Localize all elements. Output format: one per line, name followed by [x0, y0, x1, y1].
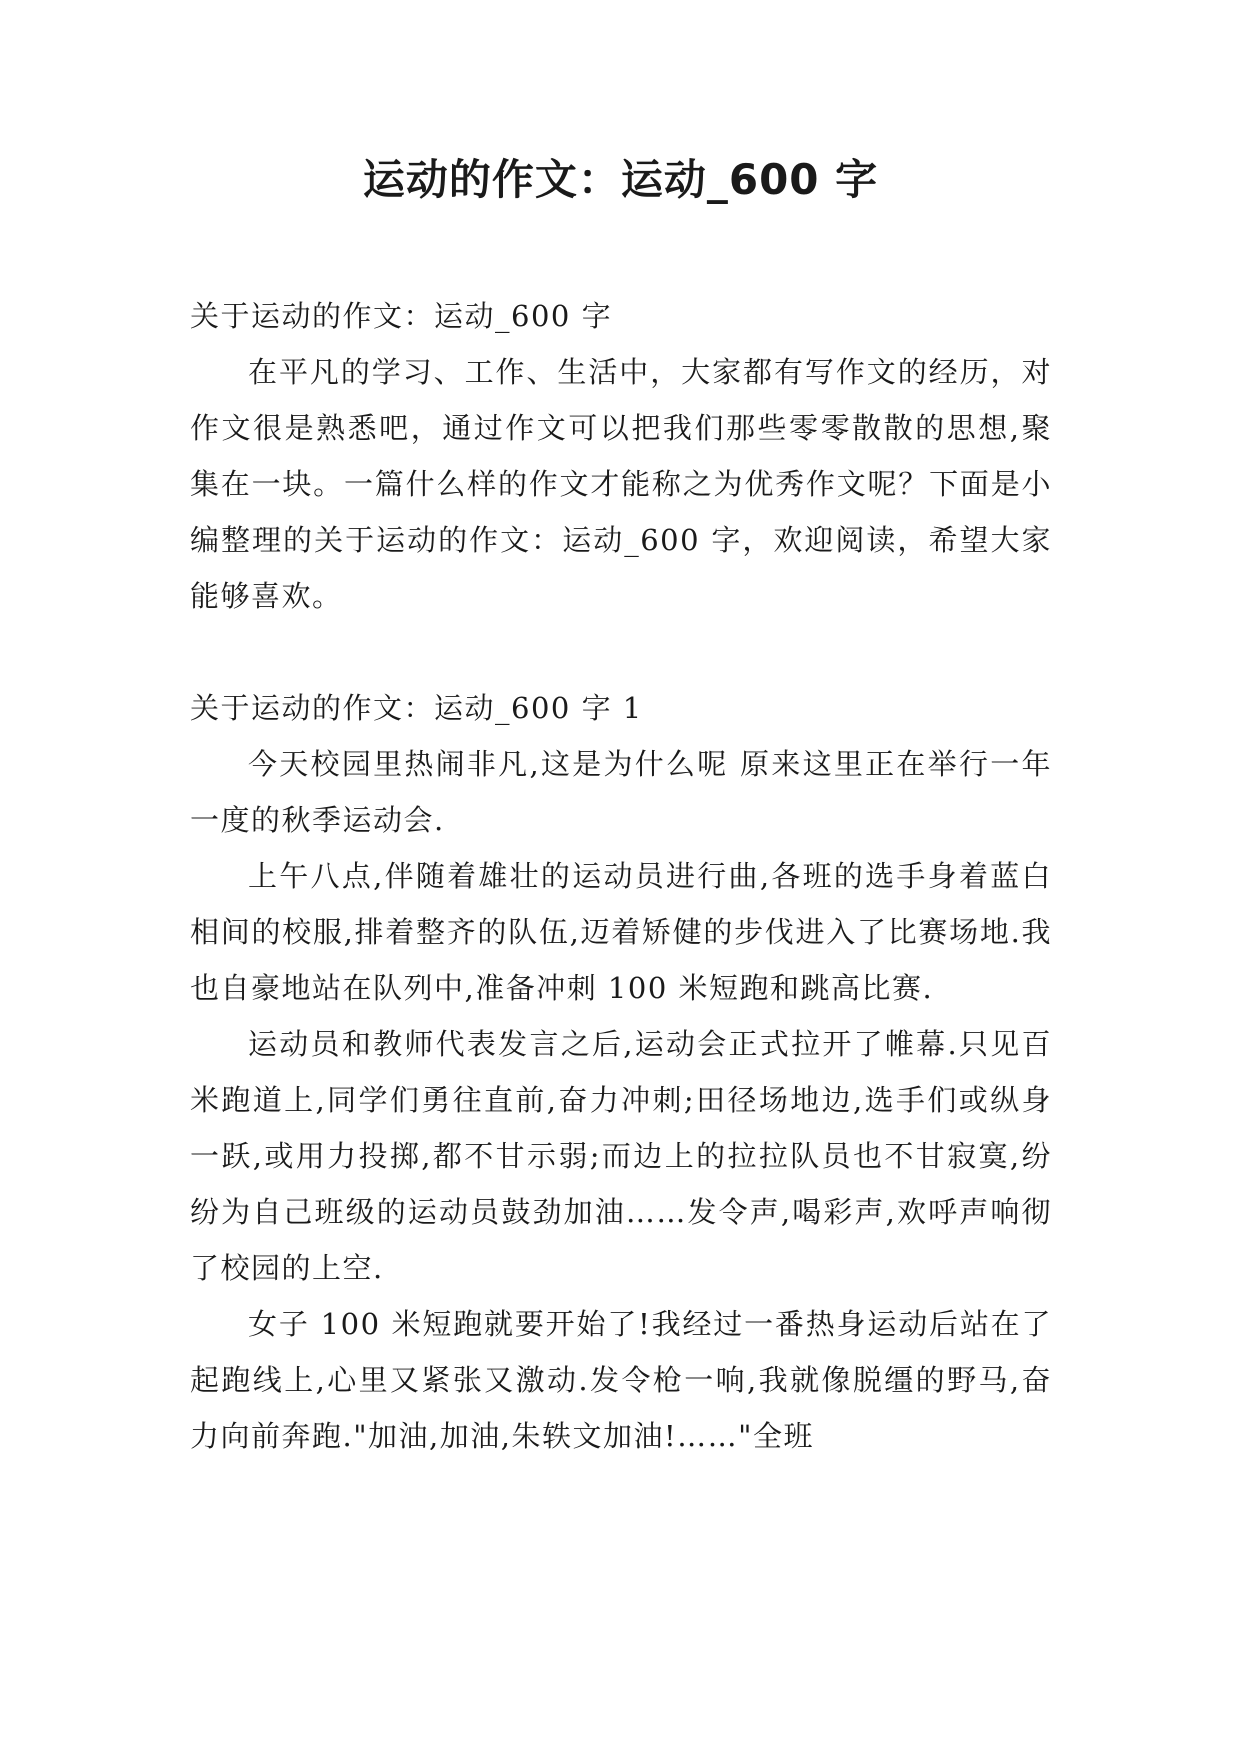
intro-heading: 关于运动的作文：运动_600 字 — [190, 299, 613, 333]
section1-paragraph-3: 运动员和教师代表发言之后,运动会正式拉开了帷幕.只见百米跑道上,同学们勇往直前,奋力冲刺;田径场地边,选手们或纵身一跃,或用力投掷,都不甘示弱;而边上的拉拉队员也不甘寂寞,纷纷为自己班级的运动员鼓劲加油……发令声,喝彩声,欢呼声响彻了校园的上空. — [190, 1027, 1052, 1285]
document-title: 运动的作文：运动_600 字 — [362, 155, 879, 204]
section-spacer — [190, 624, 1052, 680]
section1-paragraph-1: 今天校园里热闹非凡,这是为什么呢 原来这里正在举行一年一度的秋季运动会. — [190, 747, 1052, 837]
section1-heading: 关于运动的作文：运动_600 字 1 — [190, 691, 643, 725]
document-body — [190, 288, 1052, 1464]
section1-paragraph-2: 上午八点,伴随着雄壮的运动员进行曲,各班的选手身着蓝白相间的校服,排着整齐的队伍,迈着矫健的步伐进入了比赛场地.我也自豪地站在队列中,准备冲刺 100 米短跑和跳高比赛. — [190, 859, 1052, 1005]
section1-paragraph-4: 女子 100 米短跑就要开始了!我经过一番热身运动后站在了起跑线上,心里又紧张又激动.发令枪一响,我就像脱缰的野马,奋力向前奔跑."加油,加油,朱轶文加油!……"全班 — [190, 1307, 1052, 1453]
intro-paragraph: 在平凡的学习、工作、生活中，大家都有写作文的经历，对作文很是熟悉吧，通过作文可以把我们那些零零散散的思想,聚集在一块。一篇什么样的作文才能称之为优秀作文呢？下面是小编整理的关于运动的作文：运动_600 字，欢迎阅读，希望大家能够喜欢。 — [190, 355, 1052, 613]
